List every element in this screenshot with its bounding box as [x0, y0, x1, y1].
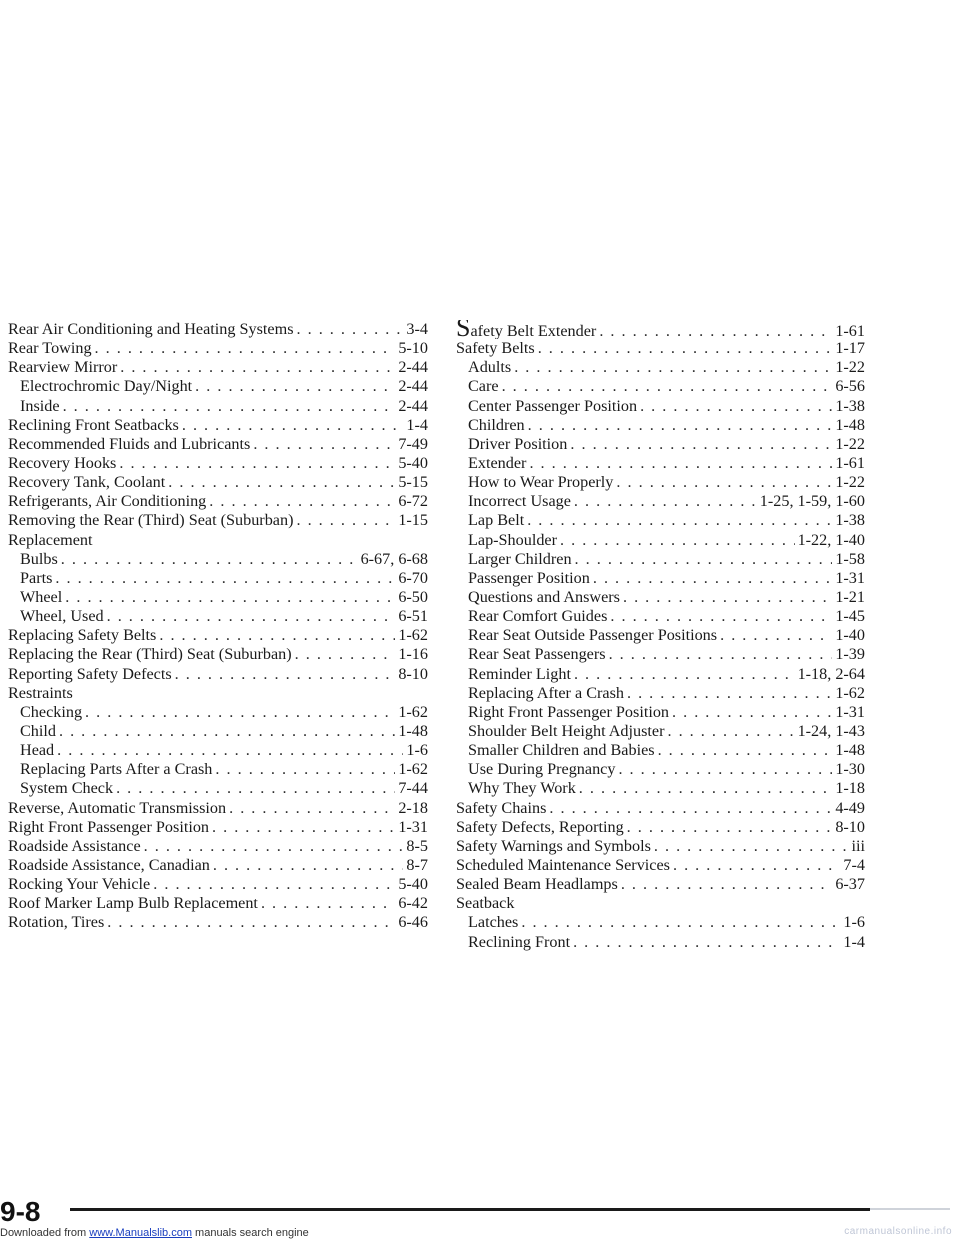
index-entry: [8, 454, 428, 473]
index-entry: [456, 684, 865, 703]
dot-leader: [253, 435, 395, 454]
index-entry: [8, 569, 428, 588]
index-entry-label: Rear Seat Outside Passenger Positions: [468, 626, 718, 645]
drop-cap-letter: S: [456, 320, 471, 340]
index-entry-page: 1-24, 1-43: [797, 721, 865, 740]
footer-rule-fade: [870, 1208, 950, 1210]
dot-leader: [658, 741, 833, 760]
index-entry-label: Recovery Hooks: [8, 453, 117, 472]
index-entry-page: 1-62: [398, 702, 428, 721]
index-entry-page: 6-51: [398, 607, 428, 626]
index-entry: [8, 837, 428, 856]
index-entry: [8, 875, 428, 894]
index-entry-label: Replacing the Rear (Third) Seat (Suburban): [8, 645, 292, 664]
dot-leader: [528, 416, 833, 435]
dot-leader: [574, 492, 757, 511]
watermark: carmanualsonline.info: [844, 1226, 952, 1237]
index-entry: [456, 435, 865, 454]
index-entry-label: How to Wear Properly: [468, 473, 614, 492]
index-entry-label: Right Front Passenger Position: [8, 817, 210, 836]
index-entry-page: 7-49: [398, 434, 428, 453]
index-entry-label: Safety Chains: [456, 798, 547, 817]
dot-leader: [579, 779, 833, 798]
dot-leader: [159, 626, 395, 645]
index-entry-label: Rearview Mirror: [8, 358, 118, 377]
dot-leader: [502, 377, 833, 396]
index-entry-page: 3-4: [406, 320, 428, 338]
index-entry-page: 1-25, 1-59, 1-60: [759, 492, 865, 511]
index-entry: [456, 856, 865, 875]
dot-leader: [209, 492, 395, 511]
index-entry-page: 6-67, 6-68: [360, 549, 428, 568]
index-entry-label: Reclining Front Seatbacks: [8, 415, 179, 434]
index-entry-page: 1-39: [835, 645, 865, 664]
index-entry-label: Extender: [468, 453, 527, 472]
index-entry-label: Adults: [468, 358, 512, 377]
index-entry: [456, 550, 865, 569]
index-entry: [456, 588, 865, 607]
index-entry: [8, 320, 428, 339]
index-entry: [8, 511, 428, 530]
dot-leader: [120, 358, 395, 377]
index-entry-label: Safety Belts: [456, 339, 535, 358]
index-entry-label: Rotation, Tires: [8, 913, 105, 932]
index-entry: [456, 913, 865, 932]
index-entry-page: 2-44: [398, 358, 428, 377]
index-entry-label: Parts: [20, 568, 53, 587]
footer-rule: [70, 1208, 870, 1211]
dot-leader: [55, 569, 395, 588]
index-entry-label: Reverse, Automatic Transmission: [8, 798, 227, 817]
index-entry-label: Shoulder Belt Height Adjuster: [468, 721, 665, 740]
index-entry: [456, 933, 865, 952]
index-entry-label: Safety Defects, Reporting: [456, 817, 624, 836]
index-entry: [456, 722, 865, 741]
index-entry-page: 6-37: [835, 875, 865, 894]
index-entry: [456, 875, 865, 894]
index-entry-label: Bulbs: [20, 549, 58, 568]
index-entry-label: Recovery Tank, Coolant: [8, 473, 166, 492]
index-entry: [8, 550, 428, 569]
index-entry: [8, 779, 428, 798]
index-entry: [8, 799, 428, 818]
index-entry: [8, 435, 428, 454]
index-entry-label: Lap Belt: [468, 511, 525, 530]
dot-leader: [61, 550, 358, 569]
index-entry-page: 1-22: [835, 473, 865, 492]
index-entry: [8, 760, 428, 779]
dot-leader: [618, 760, 832, 779]
index-entry-page: 1-45: [835, 607, 865, 626]
index-entry: [456, 531, 865, 550]
index-entry-page: 1-22: [835, 358, 865, 377]
index-entry-page: 7-44: [398, 779, 428, 798]
index-entry-label: Rocking Your Vehicle: [8, 875, 151, 894]
index-entry: [456, 703, 865, 722]
index-entry: [456, 473, 865, 492]
dot-leader: [623, 588, 832, 607]
dot-leader: [640, 397, 832, 416]
dot-leader: [574, 665, 795, 684]
dot-leader: [212, 818, 395, 837]
dot-leader: [57, 741, 403, 760]
index-right-column: [456, 320, 865, 952]
index-entry-label: Right Front Passenger Position: [468, 702, 670, 721]
index-entry: [8, 416, 428, 435]
index-entry-label: Reclining Front: [468, 932, 571, 951]
dot-leader: [119, 454, 395, 473]
index-entry: [456, 760, 865, 779]
dot-leader: [575, 550, 833, 569]
dot-leader: [673, 856, 840, 875]
index-left-column: [8, 320, 428, 933]
index-entry-label: Passenger Position: [468, 568, 590, 587]
index-entry-label: Driver Position: [468, 434, 568, 453]
index-entry: [8, 818, 428, 837]
index-entry: [456, 320, 865, 339]
index-entry-page: 1-6: [406, 741, 428, 760]
index-entry-page: 1-21: [835, 587, 865, 606]
index-entry-label-rest: afety Belt Extender: [470, 322, 597, 340]
dot-leader: [599, 322, 832, 339]
index-entry-page: 2-44: [398, 396, 428, 415]
index-entry-page: 1-15: [398, 511, 428, 530]
index-entry-page: 5-10: [398, 339, 428, 358]
index-entry: [8, 473, 428, 492]
index-entry-label: Children: [468, 415, 525, 434]
index-entry: [456, 511, 865, 530]
dot-leader: [627, 684, 832, 703]
index-entry-page: 2-44: [398, 377, 428, 396]
index-entry-page: 7-4: [843, 855, 865, 874]
index-entry-page: 1-16: [398, 645, 428, 664]
dot-leader: [529, 454, 832, 473]
index-entry: [456, 741, 865, 760]
index-entry-label: Removing the Rear (Third) Seat (Suburban): [8, 511, 294, 530]
index-entry-page: 1-4: [843, 932, 865, 951]
index-entry: [8, 703, 428, 722]
index-entry: [8, 358, 428, 377]
dot-leader: [610, 607, 832, 626]
index-entry: [456, 416, 865, 435]
index-entry: [8, 894, 428, 913]
index-entry-label: Lap-Shoulder: [468, 530, 558, 549]
index-entry-page: 4-49: [835, 798, 865, 817]
index-entry-label: Roof Marker Lamp Bulb Replacement: [8, 894, 258, 913]
index-entry: [456, 779, 865, 798]
index-entry-page: 1-31: [835, 702, 865, 721]
index-entry-label: Roadside Assistance: [8, 836, 141, 855]
index-entry-label: Rear Towing: [8, 339, 92, 358]
index-entry-page: 1-40: [835, 626, 865, 645]
dot-leader: [213, 856, 404, 875]
index-entry: [456, 397, 865, 416]
index-entry: [456, 837, 865, 856]
index-entry-page: 8-10: [835, 817, 865, 836]
index-entry-page: 1-61: [835, 453, 865, 472]
index-entry: [8, 741, 428, 760]
index-entry-page: 1-48: [835, 741, 865, 760]
index-entry-label: Sealed Beam Headlamps: [456, 875, 618, 894]
index-entry-page: 5-15: [398, 473, 428, 492]
download-bar-suffix: manuals search engine: [191, 1227, 309, 1239]
index-entry: [8, 645, 428, 664]
index-entry-label: Reporting Safety Defects: [8, 664, 172, 683]
index-entry-label: Larger Children: [468, 549, 572, 568]
index-entry-label: Rear Air Conditioning and Heating Systems: [8, 320, 294, 338]
index-entry-page: 1-48: [835, 415, 865, 434]
index-entry-page: 1-17: [835, 339, 865, 358]
dot-leader: [296, 511, 395, 530]
dot-leader: [153, 875, 395, 894]
index-entry-label: Head: [20, 741, 55, 760]
index-entry: [8, 397, 428, 416]
index-entry-page: 8-7: [406, 855, 428, 874]
index-entry: [456, 626, 865, 645]
index-entry-page: 6-42: [398, 894, 428, 913]
download-bar: [0, 1224, 960, 1242]
dot-leader: [514, 358, 832, 377]
dot-leader: [175, 665, 396, 684]
index-entry: [8, 626, 428, 645]
index-entry-page: 5-40: [398, 875, 428, 894]
dot-leader: [621, 875, 833, 894]
index-entry: [8, 913, 428, 932]
dot-leader: [654, 837, 849, 856]
index-entry-label: Rear Seat Passengers: [468, 645, 606, 664]
dot-leader: [182, 416, 404, 435]
dot-leader: [261, 894, 395, 913]
index-entry-page: 1-31: [398, 817, 428, 836]
index-entry: [456, 454, 865, 473]
index-entry-label: Replacement: [8, 530, 93, 549]
index-entry-page: 1-18: [835, 779, 865, 798]
index-entry-label: Smaller Children and Babies: [468, 741, 655, 760]
index-entry-label: Restraints: [8, 683, 73, 702]
index-entry-label: Inside: [20, 396, 60, 415]
index-entry: [8, 531, 428, 550]
dot-leader: [570, 435, 832, 454]
index-entry-label: Center Passenger Position: [468, 396, 638, 415]
index-entry-label: Replacing Safety Belts: [8, 626, 157, 645]
index-entry-page: 1-62: [398, 760, 428, 779]
index-entry-page: 6-46: [398, 913, 428, 932]
index-entry-label: Care: [468, 377, 499, 396]
index-entry-label: Child: [20, 721, 56, 740]
index-entry-page: 1-62: [835, 683, 865, 702]
dot-leader: [144, 837, 404, 856]
index-entry-label: Why They Work: [468, 779, 576, 798]
dot-leader: [672, 703, 832, 722]
index-entry: [8, 492, 428, 511]
dot-leader: [168, 473, 395, 492]
index-entry: [8, 588, 428, 607]
index-entry-page: 8-5: [406, 836, 428, 855]
index-entry: [8, 607, 428, 626]
dot-leader: [667, 722, 794, 741]
dot-leader: [107, 607, 396, 626]
index-entry-page: 1-62: [398, 626, 428, 645]
dot-leader: [63, 397, 396, 416]
index-entry-page: 1-58: [835, 549, 865, 568]
index-entry-page: 1-38: [835, 511, 865, 530]
index-entry-label: Questions and Answers: [468, 587, 620, 606]
index-entry: [8, 339, 428, 358]
index-entry-page: 1-22, 1-40: [797, 530, 865, 549]
index-entry-page: 1-30: [835, 760, 865, 779]
dot-leader: [215, 760, 395, 779]
index-entry: [456, 569, 865, 588]
dot-leader: [549, 799, 832, 818]
page-number: 9-8: [0, 1196, 41, 1227]
index-entry-label: Seatback: [456, 894, 515, 913]
index-entry-page: 6-72: [398, 492, 428, 511]
index-entry-page: 6-56: [835, 377, 865, 396]
index-entry-page: 1-61: [835, 322, 865, 340]
index-entry: [456, 645, 865, 664]
index-entry: [456, 492, 865, 511]
index-entry-page: 8-10: [398, 664, 428, 683]
index-entry-page: 1-4: [406, 415, 428, 434]
dot-leader: [527, 511, 832, 530]
index-entry-label: Wheel, Used: [20, 607, 104, 626]
index-entry: [456, 894, 865, 913]
index-entry: [456, 799, 865, 818]
dot-leader: [560, 531, 795, 550]
dot-leader: [627, 818, 833, 837]
index-entry-page: 1-31: [835, 568, 865, 587]
index-entry-label: Replacing Parts After a Crash: [20, 760, 213, 779]
index-entry: [8, 722, 428, 741]
dot-leader: [65, 588, 395, 607]
index-entry-page: 6-70: [398, 568, 428, 587]
index-entry-label: Wheel: [20, 587, 63, 606]
index-entry-page: 6-50: [398, 587, 428, 606]
index-entry-page: iii: [851, 836, 865, 855]
index-entry-label: Use During Pregnancy: [468, 760, 616, 779]
index-entry: [456, 818, 865, 837]
index-entry-page: 1-38: [835, 396, 865, 415]
index-entry-page: 1-22: [835, 434, 865, 453]
index-entry-label: Roadside Assistance, Canadian: [8, 855, 210, 874]
index-entry: [456, 665, 865, 684]
dot-leader: [229, 799, 395, 818]
dot-leader: [295, 645, 396, 664]
index-entry-label: Refrigerants, Air Conditioning: [8, 492, 207, 511]
index-entry-label: Scheduled Maintenance Services: [456, 855, 670, 874]
index-entry-label: Safety Warnings and Symbols: [456, 836, 651, 855]
index-entry: [8, 665, 428, 684]
index-entry-page: 1-18, 2-64: [797, 664, 865, 683]
index-entry-label: Rear Comfort Guides: [468, 607, 608, 626]
index-entry: [8, 377, 428, 396]
index-entry: [8, 684, 428, 703]
index-entry: [456, 377, 865, 396]
index-entry-page: 5-40: [398, 453, 428, 472]
manualslib-link[interactable]: www.Manualslib.com: [89, 1227, 192, 1239]
index-entry-label: Recommended Fluids and Lubricants: [8, 434, 251, 453]
index-entry-page: 1-6: [843, 913, 865, 932]
dot-leader: [521, 913, 840, 932]
dot-leader: [95, 339, 396, 358]
dot-leader: [85, 703, 395, 722]
dot-leader: [593, 569, 832, 588]
index-entry-label: Reminder Light: [468, 664, 571, 683]
index-entry-label: Latches: [468, 913, 519, 932]
dot-leader: [609, 645, 833, 664]
index-entry: [456, 358, 865, 377]
index-entry-label: System Check: [20, 779, 114, 798]
index-entry: [456, 607, 865, 626]
index-entry-label: [456, 320, 596, 339]
index-entry-page: 1-48: [398, 721, 428, 740]
dot-leader: [195, 377, 395, 396]
index-entry-label: Electrochromic Day/Night: [20, 377, 193, 396]
index-entry-page: 2-18: [398, 798, 428, 817]
index-entry-label: Checking: [20, 702, 83, 721]
dot-leader: [616, 473, 832, 492]
index-entry-label: Incorrect Usage: [468, 492, 571, 511]
dot-leader: [116, 779, 395, 798]
dot-leader: [538, 339, 833, 358]
index-entry-label: Replacing After a Crash: [468, 683, 624, 702]
download-bar-prefix: Downloaded from: [0, 1227, 90, 1239]
dot-leader: [720, 626, 832, 645]
dot-leader: [573, 933, 840, 952]
dot-leader: [297, 320, 404, 339]
index-entry: [8, 856, 428, 875]
index-entry: [456, 339, 865, 358]
dot-leader: [107, 913, 395, 932]
dot-leader: [59, 722, 395, 741]
